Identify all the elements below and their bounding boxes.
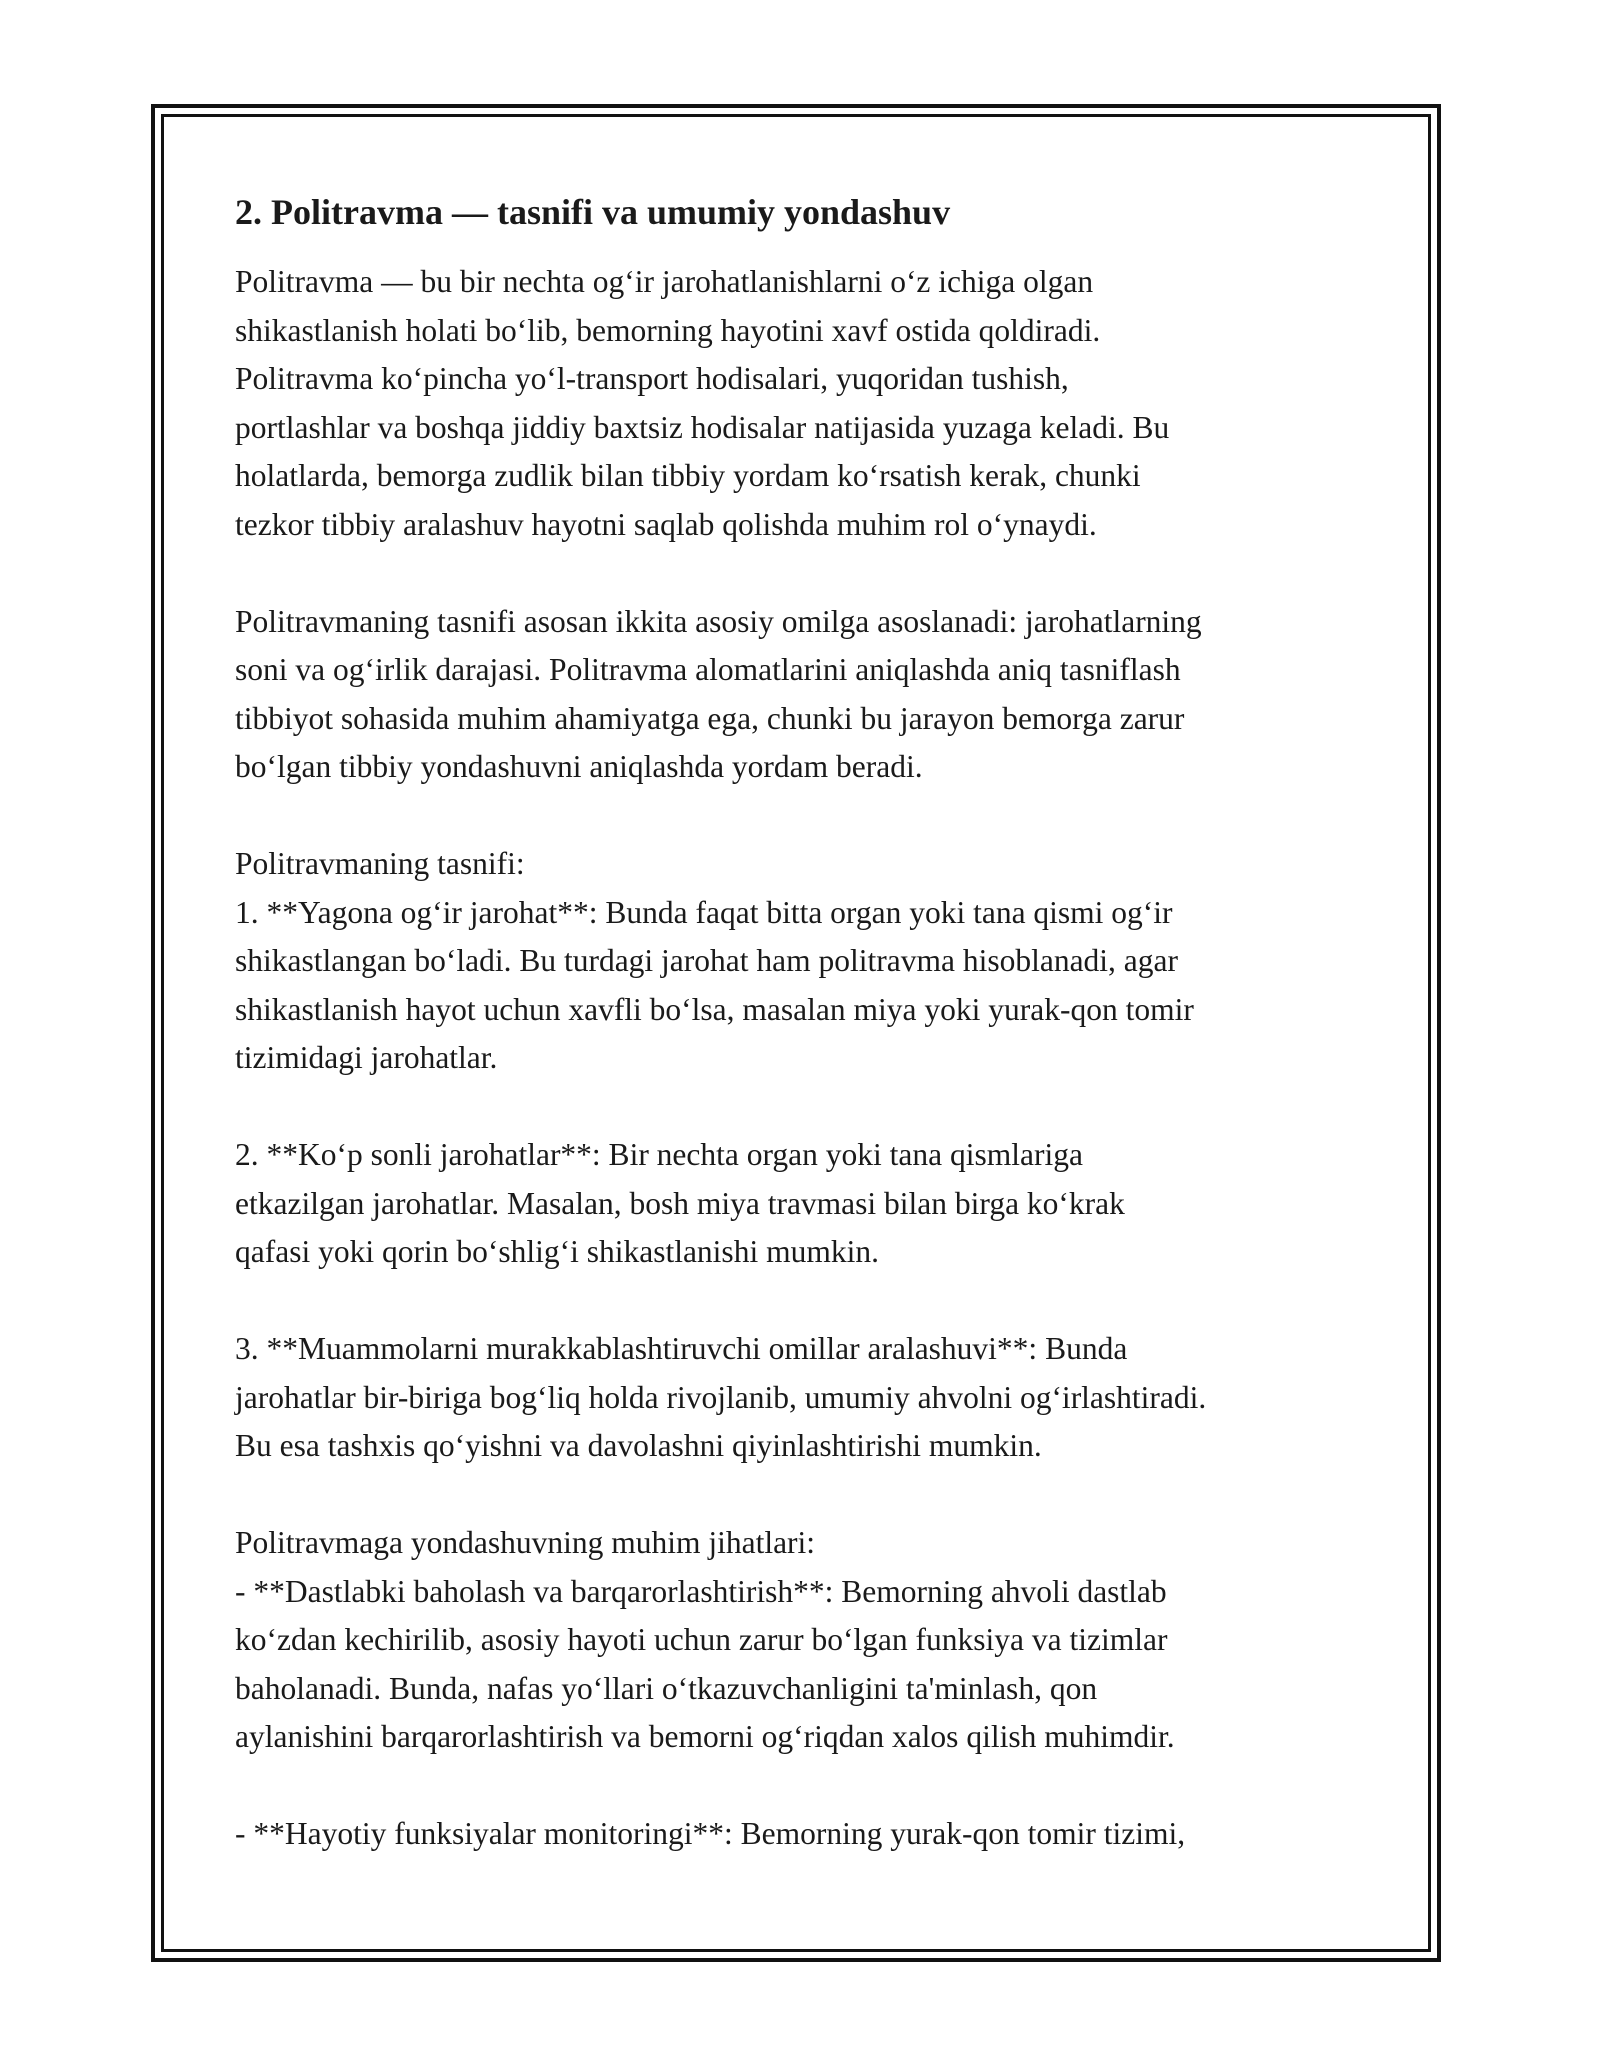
- text-line: tezkor tibbiy aralashuv hayotni saqlab qolishda muhim rol o‘ynaydi.: [235, 506, 1097, 542]
- paragraph-list-item-1: [235, 840, 1375, 1083]
- text-line: jarohatlar bir-biriga bog‘liq holda rivojlanib, umumiy ahvolni og‘irlashtiradi.: [235, 1379, 1207, 1415]
- paragraph-classification: [235, 598, 1375, 792]
- text-line: bo‘lgan tibbiy yondashuvni aniqlashda yordam beradi.: [235, 749, 923, 784]
- text-line: qafasi yoki qorin bo‘shlig‘i shikastlanishi mumkin.: [235, 1234, 879, 1269]
- document-body: [235, 188, 1375, 1859]
- text-line: 1. **Yagona og‘ir jarohat**: Bunda faqat bitta organ yoki tana qismi og‘ir: [235, 894, 1173, 930]
- text-line: 2. **Ko‘p sonli jarohatlar**: Bir nechta organ yoki tana qismlariga: [235, 1137, 1083, 1172]
- paragraph-list-item-2: [235, 1131, 1375, 1277]
- paragraph-gap: [235, 1762, 1375, 1811]
- text-line: Politravmaning tasnifi:: [235, 846, 525, 881]
- text-line: Politravmaning tasnifi asosan ikkita asosiy omilga asoslanadi: jarohatlarning: [235, 603, 1202, 639]
- text-line: etkazilgan jarohatlar. Masalan, bosh miya travmasi bilan birga ko‘krak: [235, 1185, 1125, 1221]
- text-line: aylanishini barqarorlashtirish va bemorni og‘riqdan xalos qilish muhimdir.: [235, 1719, 1175, 1754]
- paragraph-gap: [235, 1277, 1375, 1326]
- text-line: - **Dastlabki baholash va barqarorlashtirish**: Bemorning ahvoli dastlab: [235, 1573, 1167, 1609]
- paragraph-intro: [235, 258, 1375, 549]
- paragraph-gap: [235, 1083, 1375, 1132]
- text-line: baholanadi. Bunda, nafas yo‘llari o‘tkazuvchanligini ta'minlash, qon: [235, 1670, 1098, 1706]
- text-line: tizimidagi jarohatlar.: [235, 1040, 498, 1075]
- paragraph-list-item-3: [235, 1325, 1375, 1471]
- text-line: shikastlangan bo‘ladi. Bu turdagi jarohat ham politravma hisoblanadi, agar: [235, 943, 1179, 978]
- text-line: tibbiyot sohasida muhim ahamiyatga ega, chunki bu jarayon bemorga zarur: [235, 700, 1185, 736]
- text-line: Bu esa tashxis qo‘yishni va davolashni qiyinlashtirishi mumkin.: [235, 1428, 1042, 1463]
- text-line: 3. **Muammolarni murakkablashtiruvchi omillar aralashuvi**: Bunda: [235, 1331, 1128, 1366]
- paragraph-gap: [235, 549, 1375, 598]
- paragraph-monitoring: [235, 1810, 1375, 1859]
- paragraph-approach: [235, 1519, 1375, 1762]
- text-line: shikastlanish hayot uchun xavfli bo‘lsa, masalan miya yoki yurak-qon tomir: [235, 991, 1194, 1027]
- text-line: - **Hayotiy funksiyalar monitoringi**: Bemorning yurak-qon tomir tizimi,: [235, 1816, 1186, 1851]
- text-line: shikastlanish holati bo‘lib, bemorning hayotini xavf ostida qoldiradi.: [235, 312, 1101, 348]
- text-line: Politravmaga yondashuvning muhim jihatlari:: [235, 1525, 816, 1560]
- paragraph-gap: [235, 1471, 1375, 1520]
- text-line: ko‘zdan kechirilib, asosiy hayoti uchun zarur bo‘lgan funksiya va tizimlar: [235, 1622, 1168, 1657]
- text-line: soni va og‘irlik darajasi. Politravma alomatlarini aniqlashda aniq tasniflash: [235, 652, 1181, 687]
- text-line: portlashlar va boshqa jiddiy baxtsiz hodisalar natijasida yuzaga keladi. Bu: [235, 409, 1170, 445]
- text-line: holatlarda, bemorga zudlik bilan tibbiy yordam ko‘rsatish kerak, chunki: [235, 458, 1141, 493]
- text-line: Politravma — bu bir nechta og‘ir jarohatlanishlarni o‘z ichiga olgan: [235, 264, 1094, 299]
- paragraph-gap: [235, 792, 1375, 841]
- text-line: Politravma ko‘pincha yo‘l-transport hodisalari, yuqoridan tushish,: [235, 361, 1069, 396]
- section-title: 2. Politravma — tasnifi va umumiy yondashuv: [235, 192, 951, 232]
